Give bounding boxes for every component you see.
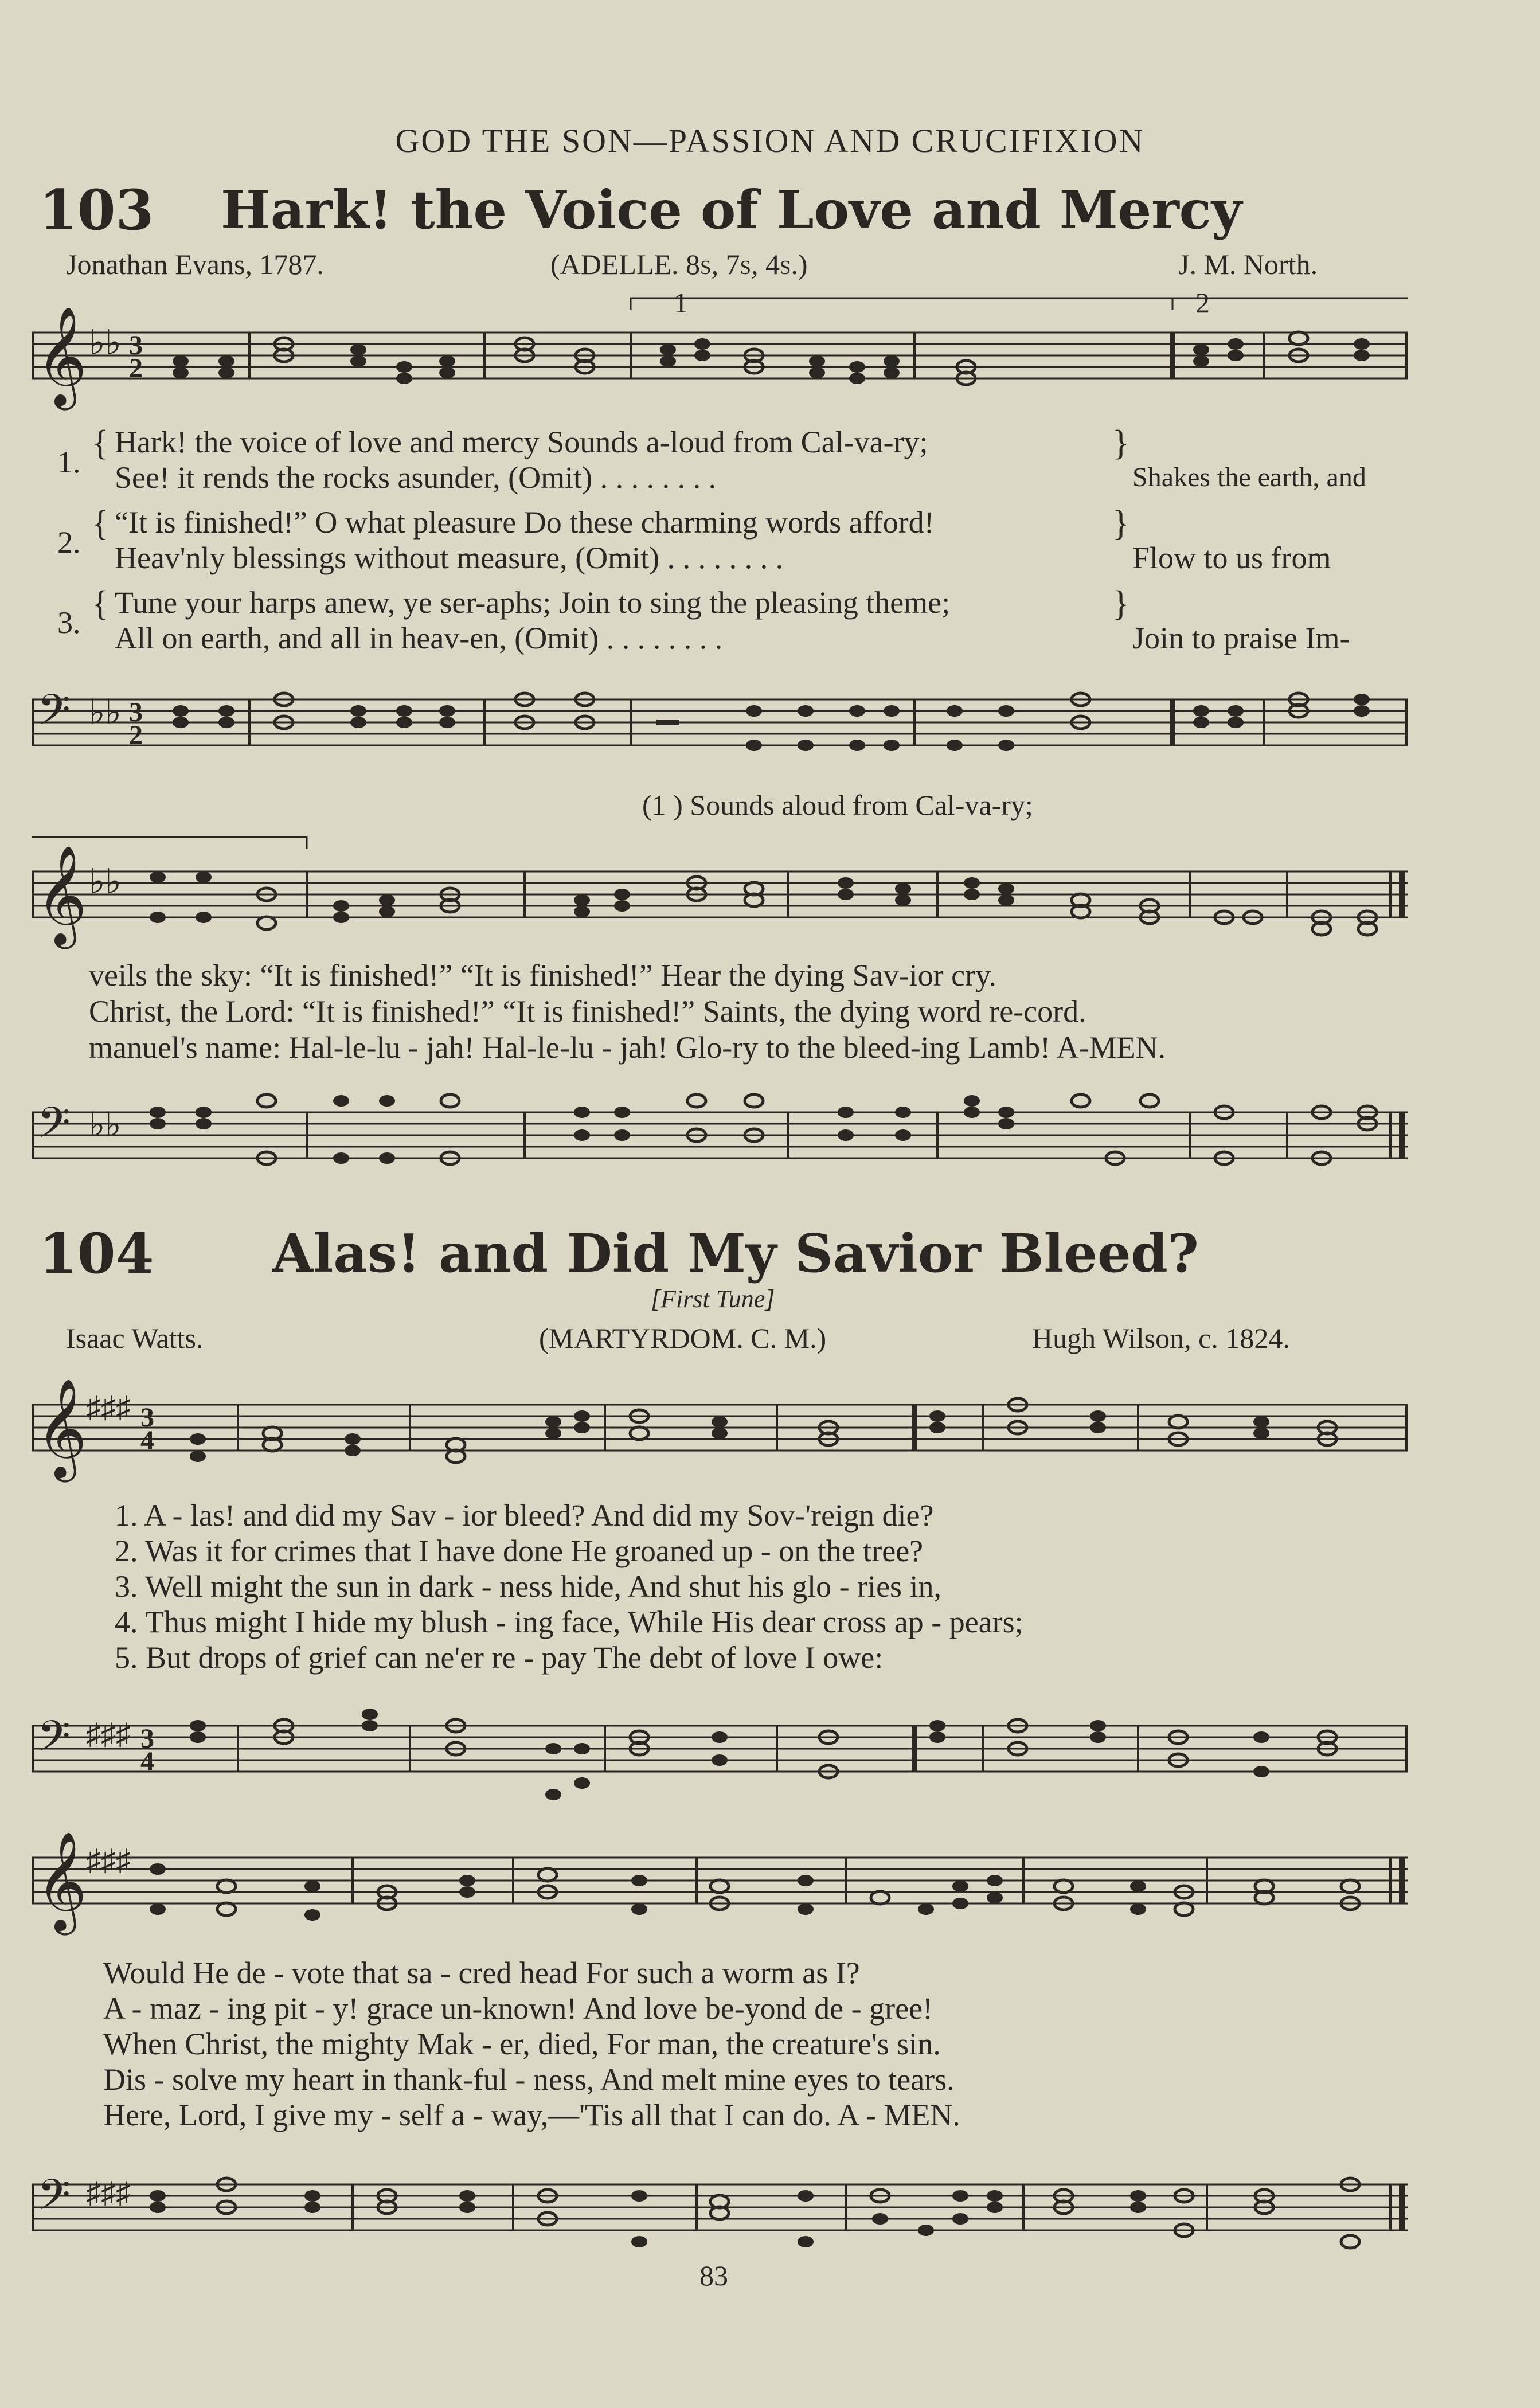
hymn-104-treble-staff-2 <box>32 1812 1408 1949</box>
verse-3-line-2: All on earth, and all in heav-en, (Omit) . . . . . . . . <box>115 621 723 655</box>
verse-2-number: 2. <box>57 525 81 560</box>
verse-2-end: Flow to us from <box>1132 541 1331 575</box>
hymn-104-verse-4-upper: 4. Thus might I hide my blush - ing face, While His dear cross ap - pears; <box>115 1605 1023 1639</box>
svg-text:♯♯♯: ♯♯♯ <box>86 2177 131 2210</box>
hymn-104-subtitle: [First Tune] <box>651 1285 775 1313</box>
verse-1-number: 1. <box>57 445 81 479</box>
hymn-103-title: Hark! the Voice of Love and Mercy <box>221 179 1242 241</box>
hymn-103-treble-staff-1 <box>32 287 1408 424</box>
treble-clef-icon: 𝄞 <box>36 306 87 406</box>
svg-text:2: 2 <box>129 353 143 384</box>
hymn-104-verse-5-upper: 5. But drops of grief can ne'er re - pay The debt of love I owe: <box>115 1640 884 1675</box>
hymn-104-verse-3-lower: When Christ, the mighty Mak - er, died, For man, the creature's sin. <box>103 2027 941 2061</box>
hymn-103-treble-staff-2 <box>32 826 1408 952</box>
hymn-104-number: 104 <box>39 1221 154 1286</box>
page-number: 83 <box>699 2260 728 2292</box>
hymn-104-bass-staff-1 <box>32 1680 1408 1817</box>
hymn-104-composer: Hugh Wilson, c. 1824. <box>1032 1322 1290 1354</box>
svg-text:𝄢: 𝄢 <box>37 1711 71 1772</box>
svg-text:𝄞: 𝄞 <box>36 1378 87 1478</box>
verse-2-line-1: “It is finished!” O what pleasure Do these charming words afford! <box>115 505 935 540</box>
hymn-103-refrain-line-1: veils the sky: “It is finished!” “It is finished!” Hear the dying Sav-ior cry. <box>89 958 997 992</box>
hymn-104-verse-2-lower: A - maz - ing pit - y! grace un-known! And love be-yond de - gree! <box>103 1991 933 2026</box>
hymn-104-verse-2-upper: 2. Was it for crimes that I have done He groaned up - on the tree? <box>115 1534 924 1568</box>
verse-3-number: 3. <box>57 605 81 640</box>
verse-3-brace: { <box>92 584 109 623</box>
svg-text:♯♯♯: ♯♯♯ <box>86 1718 131 1751</box>
bass-clef-icon: 𝄢 <box>37 685 71 745</box>
verse-1-brace: { <box>92 424 109 463</box>
verse-3-end: Join to praise Im- <box>1132 621 1350 655</box>
svg-text:♯♯♯: ♯♯♯ <box>86 1391 131 1424</box>
svg-text:3: 3 <box>129 330 143 361</box>
ending-1-label: 1 <box>674 287 688 319</box>
hymn-104-tune: (MARTYRDOM. C. M.) <box>539 1322 827 1354</box>
section-heading: GOD THE SON—PASSION AND CRUCIFIXION <box>395 122 1145 159</box>
svg-text:𝄞: 𝄞 <box>36 1831 87 1931</box>
svg-text:♭♭: ♭♭ <box>89 1106 122 1144</box>
svg-text:3: 3 <box>129 697 143 728</box>
svg-text:4: 4 <box>140 1746 154 1777</box>
svg-text:♭♭: ♭♭ <box>89 863 122 901</box>
svg-text:♭♭: ♭♭ <box>89 693 122 731</box>
hymn-104-author: Isaac Watts. <box>66 1322 204 1354</box>
hymn-103-refrain-line-3: manuel's name: Hal-le-lu - jah! Hal-le-lu - jah! Glo-ry to the bleed-ing Lamb! A-MEN. <box>89 1030 1166 1065</box>
svg-text:♭♭: ♭♭ <box>89 324 122 362</box>
ending-2-label: 2 <box>1195 287 1210 319</box>
hymn-104-verse-1-upper: 1. A - las! and did my Sav - ior bleed? And did my Sov-'reign die? <box>115 1498 934 1533</box>
verse-1-line-1: Hark! the voice of love and mercy Sounds a-loud from Cal-va-ry; <box>115 425 928 459</box>
verse-1-line-2: See! it rends the rocks asunder, (Omit) . . . . . . . . <box>115 460 717 495</box>
svg-text:𝄢: 𝄢 <box>37 1098 71 1158</box>
hymn-104-verse-3-upper: 3. Well might the sun in dark - ness hide, And shut his glo - ries in, <box>115 1569 942 1604</box>
hymn-103-omit-note: (1 ) Sounds aloud from Cal-va-ry; <box>642 789 1033 821</box>
hymn-104-verse-1-lower: Would He de - vote that sa - cred head For such a worm as I? <box>103 1956 860 1990</box>
verse-1-end-brace: } <box>1112 424 1129 463</box>
hymn-103-tune: (ADELLE. 8s, 7s, 4s.) <box>550 248 808 280</box>
hymn-103-number: 103 <box>39 178 154 243</box>
svg-text:3: 3 <box>140 1723 154 1754</box>
hymn-103-refrain-line-2: Christ, the Lord: “It is finished!” “It is finished!” Saints, the dying word re-cord. <box>89 994 1086 1029</box>
svg-text:2: 2 <box>129 720 143 750</box>
verse-2-end-brace: } <box>1112 504 1129 543</box>
hymn-103-bass-staff-1 <box>32 665 1408 780</box>
hymn-103-bass-staff-2 <box>32 1078 1408 1193</box>
verse-3-end-brace: } <box>1112 584 1129 623</box>
hymn-103-composer: J. M. North. <box>1178 248 1318 280</box>
hymn-104-title: Alas! and Did My Savior Bleed? <box>272 1222 1199 1284</box>
hymn-104-verse-5-lower: Here, Lord, I give my - self a - way,—'Tis all that I can do. A - MEN. <box>103 2098 960 2132</box>
hymn-104-bass-staff-2 <box>32 2139 1408 2276</box>
hymn-103-author: Jonathan Evans, 1787. <box>66 248 324 280</box>
verse-3-line-1: Tune your harps anew, ye ser-aphs; Join to sing the pleasing theme; <box>115 585 951 620</box>
svg-text:♯♯♯: ♯♯♯ <box>86 1844 131 1877</box>
verse-1-end: Shakes the earth, and <box>1132 462 1366 492</box>
svg-text:𝄞: 𝄞 <box>36 845 87 945</box>
svg-text:𝄢: 𝄢 <box>37 2170 71 2230</box>
verse-2-line-2: Heav'nly blessings without measure, (Omit) . . . . . . . . <box>115 541 784 575</box>
verse-2-brace: { <box>92 504 109 543</box>
svg-text:3: 3 <box>140 1402 154 1433</box>
hymn-104-verse-4-lower: Dis - solve my heart in thank-ful - ness, And melt mine eyes to tears. <box>103 2062 955 2097</box>
svg-text:4: 4 <box>140 1425 154 1456</box>
hymn-104-treble-staff-1 <box>32 1359 1408 1496</box>
